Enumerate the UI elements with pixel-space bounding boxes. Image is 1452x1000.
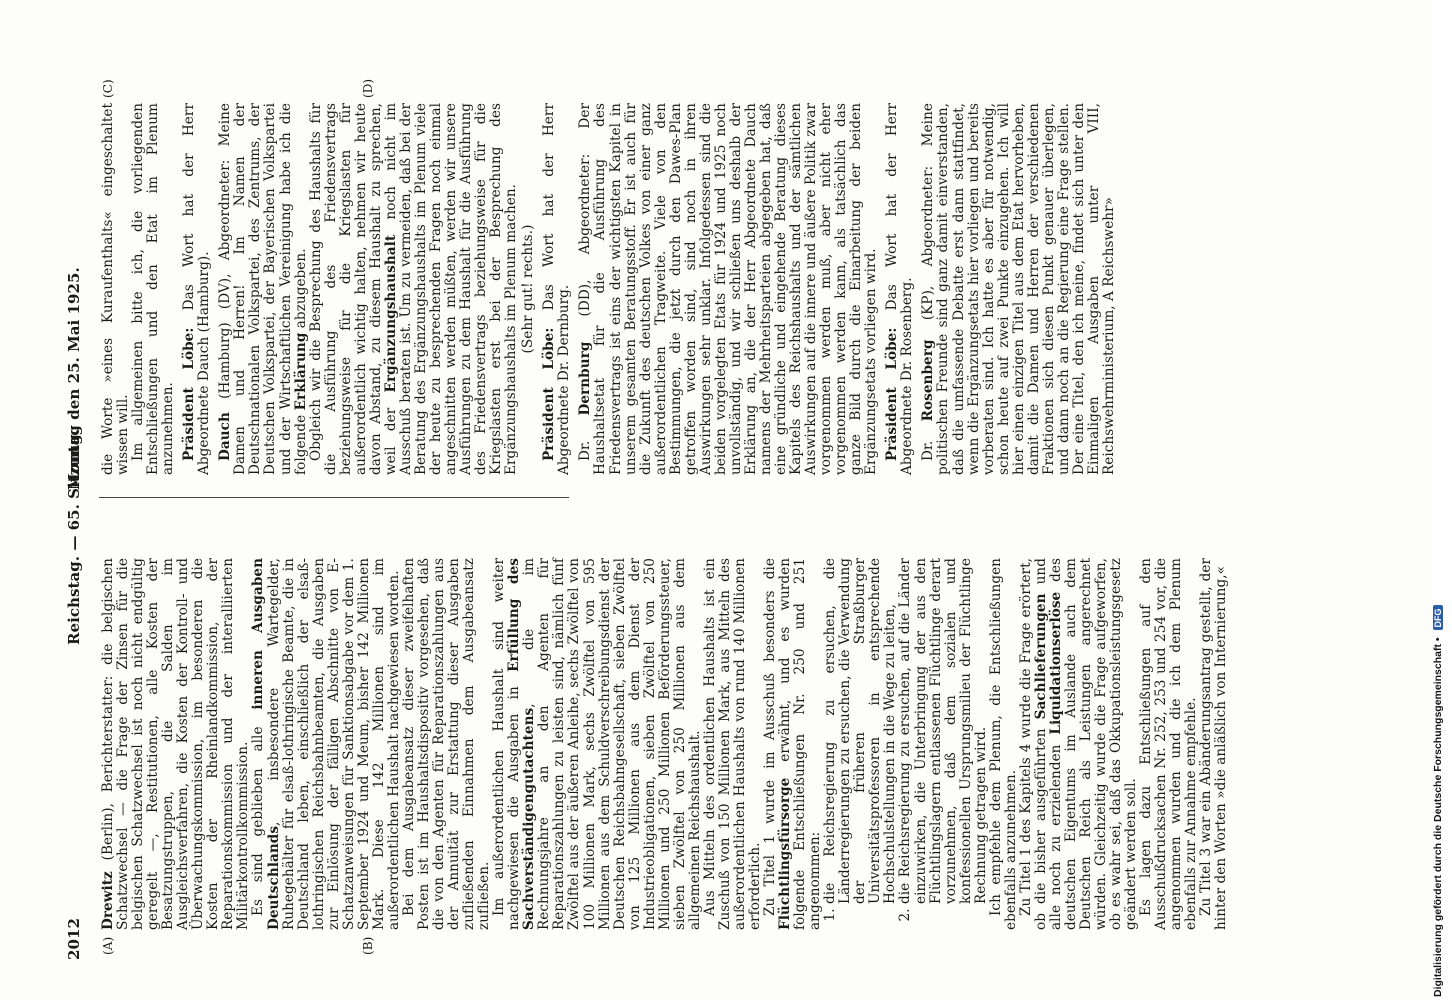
header-session: Reichstag. — 65. Sitzung. — [65, 428, 83, 645]
emphasis-text: inneren Ausgaben Deutschlands — [250, 557, 282, 930]
margin-mark-d: (D) — [361, 78, 375, 98]
credit-text: Digitalisierung gefördert durch die Deutsche Forschungsgemeinschaft • — [1432, 637, 1444, 997]
list-item: 1. die Reichsregierung zu ersuchen, die Länderregierungen zu ersuchen, die Verwendung der früheren Straßburger Universitätsprofessoren in entsprechende Hochschulstellungen in die Wege zu leiten, — [823, 558, 898, 904]
paragraph-text: , die im Rechnungsjahre an den Agenten für Reparationszahlungen zu leisten sind, nämlich fünf Zwölftel aus der äußeren Anleihe, sechs Zwölftel von 100 Millionen Mark, sechs Zwölftel von 595 Millionen aus dem Schuldverschreibungsdienst der Deutschen Reichsbahngesellschaft, sieben Zwölftel von 125 Millionen aus dem Dienst der Industrieobligationen, sieben Zwölftel von 250 Millionen und 250 Millionen Beförderungssteuer, sieben Zwölftel von 250 Millionen aus dem allgemeinen Reichshaushalt. — [521, 558, 703, 930]
column-divider — [99, 497, 569, 498]
speaker-name: Präsident Löbe: — [541, 327, 558, 461]
president-statement — [182, 103, 212, 475]
paragraph-text: abzugeben. — [292, 248, 309, 329]
emphasis-text: Sachlieferungen — [1032, 593, 1049, 720]
paragraph: Bei dem Ausgabeansatz dieser zweifelhaften Posten ist im Haushaltsdispositiv vorgesehen, daß die von den Agenten für Reparationszahlungen aus der Annuität zur Erstattung dieser Ausgaben zufließenden Einnahmen dem Ausgabeansatz zufließen. — [400, 558, 493, 930]
document-page — [65, 60, 1405, 960]
speaker-name: Präsident Löbe: — [181, 327, 198, 461]
list-item: 2. die Reichsregierung zu ersuchen, auf die Länder einzuwirken, die Unterbringung der aus den Flüchtlingslagern entlassenen Flüchtlinge derart vorzunehmen, daß dem sozialen und konfessionellen Ursprungsmilieu der Flüchtlinge Rechnung getragen wird. — [898, 558, 988, 904]
page-header — [65, 60, 89, 960]
right-column — [100, 102, 1117, 475]
digitization-credit — [1412, 12, 1444, 997]
paragraph-text: Obgleich wir die Besprechung des Haushalts für die Ausführung des Friedensvertrags beziehungsweise für die Kriegslasten für außerordentlich wichtig halten, nehmen wir heute davon Abstand, zu diesem Haushalt zu sprechen, weil der — [307, 103, 399, 475]
president-statement — [885, 103, 915, 475]
emphasis-text: Ergänzungshaushalt — [382, 234, 399, 393]
paragraph — [578, 103, 879, 475]
paragraph-text: Dr. — [920, 440, 937, 461]
dfg-logo: DFG — [1433, 606, 1443, 631]
speaker-name: Rosenberg — [920, 339, 937, 422]
page-number: 2012 — [65, 918, 83, 960]
paragraph-text: Dr. — [577, 440, 594, 461]
speaker-role: (Berlin), Berichterstatter: — [100, 675, 116, 861]
paragraph — [251, 558, 401, 930]
emphasis-text: Erklärung — [292, 332, 309, 411]
paragraph-text: Es sind geblieben alle — [250, 726, 267, 916]
emphasis-text: Flüchtlingsfürsorge — [777, 777, 794, 930]
paragraph — [309, 103, 520, 475]
paragraph-text: (Hamburg) (DV), Abgeordneter: Meine Damen und Herren! Im Namen der Deutschnationalen Volkspartei, des Zentrums, der Deutschen Volkspartei, der Bayerischen Volkspartei und der Wirtschaftlichen Vereinigung habe ich die folgende — [217, 103, 309, 475]
margin-mark-a: (A) — [101, 936, 115, 955]
paragraph-text: Das Wort hat der Herr Abgeordnete Dr. Rosenberg. — [884, 103, 916, 475]
speaker-name: Präsident Löbe: — [884, 327, 901, 461]
paragraph: die Worte »eines Kuraufenthalts« eingeschaltet wissen will. — [100, 103, 132, 475]
paragraph-text: Das Wort hat der Herr Abgeordnete Dr. Dernburg. — [541, 103, 573, 475]
paragraph-text: , insbesondere Wartegelder, Ruhegehälter für elsaß-lothringische Beamte, die in Deutschland leben, einschließlich der elsaß-lothringischen Reichsbahnbeamten, die Ausgaben zur Einlösung der fälligen Abschnitte von E-Schatzanweisungen für Sanktionsabgabe vor dem 1. September 1924 und Meum, bisher 142 Millionen Mark. Diese 142 Millionen sind im außerordentlichen Haushalt nachgewiesen worden. — [265, 558, 402, 930]
paragraph-text: Das Wort hat der Herr Abgeordnete Dauch (Hamburg). — [181, 103, 213, 475]
paragraph: Es lagen dazu Entschließungen auf den Ausschußdrucksachen Nr. 252, 253 und 254 vor, die angenommen wurden und die ich dem Plenum ebenfalls zur Annahme empfehle. — [1138, 558, 1200, 930]
paragraph-text: Zu Titel 1 wurde im Ausschuß besonders die — [762, 558, 779, 916]
president-statement — [542, 103, 572, 475]
left-column — [100, 557, 1230, 930]
paragraph-text: noch nicht im Ausschuß beraten ist. Um zu vermeiden, daß bei der Beratung des Ergänzungshaushalts im Plenum viele der heute zu besprechenden Fragen noch einmal angeschnitten werden müßten, werden wir unsere Ausführungen zu dem Haushalt für die Ausführung des Friedensvertrags beziehungsweise für die Kriegslasten erst bei der Besprechung des Ergänzungshaushalts im Plenum machen. — [382, 102, 520, 475]
applause-note: (Sehr gut! rechts.) — [520, 224, 537, 354]
paragraph-text: Im außerordentlichen Haushalt sind weiter nachgewiesen die Ausgaben in — [491, 558, 523, 930]
paragraph: Zu Titel 3 war ein Abänderungsantrag gestellt, der hinter den Worten »die anläßlich von Internierung,« — [1198, 558, 1230, 930]
paragraph — [921, 103, 1117, 475]
paragraph — [763, 558, 823, 930]
paragraph-text: Zu Titel 1 des Kapitels 4 wurde die Frage erörtert, ob die bisher ausgeführten — [1017, 558, 1049, 930]
margin-mark-b: (B) — [361, 936, 375, 955]
paragraph — [1019, 558, 1139, 930]
paragraph: Im allgemeinen bitte ich, die vorliegenden Entschließungen und den Etat im Plenum anzunehmen. — [130, 103, 177, 475]
margin-mark-c: (C) — [101, 79, 115, 98]
credit-text-wrapper — [1432, 17, 1452, 997]
emphasis-text: Erfüllung des Sachverständigengutachtens — [506, 558, 538, 930]
paragraph-text: (DD), Abgeordneter: Der Haushaltsetat für die Ausführung des Friedensvertrags ist eins der wichtigsten Kapitel in unserem gesamten Beratungsstoff. Er ist auch für die Zukunft des deutschen Volkes von einer ganz außerordentlichen Tragweite. Viele von den Bestimmungen, die jetzt durch den Dawes-Plan getroffen worden sind, sind noch in ihren Auswirkungen sehr unklar. Infolgedessen sind die beiden vorgelegten Etats für 1924 und 1925 noch unvollständig, und wir schließen uns deshalb der Erklärung an, die der Herr Abgeordnete Dauch namens der Mehrheitsparteien abgegeben hat, daß eine gründliche und eingehende Beratung dieses Kapitels des Reichshaushalts und der sämtlichen Auswirkungen auf die innere und äußere Politik zwar vorgenommen werden muß, aber nicht eher vorgenommen werden kann, als tatsächlich das ganze Bild durch die Einarbeitung der beiden Ergänzungsetats vorliegen wird. — [577, 102, 880, 475]
paragraph — [218, 103, 308, 475]
paragraph-text: (KP), Abgeordneter: Meine politischen Freunde sind ganz damit einverstanden, daß die umfassende Debatte erst dann stattfindet, wenn die Ergänzungsetats hier vorliegen und bereits vorberaten sind. Ich hatte es aber für notwendig, schon heute auf zwei Punkte einzugehen. Ich will hier einen einzigen Titel aus dem Etat hervorheben, damit die Damen und Herren der verschiedenen Fraktionen sich diesen Punkt genauer überlegen, und dann noch an die Regierung eine Frage stellen. Der eine Titel, den ich meine, findet sich unter den Einmaligen Ausgaben unter VIII, Reichswehrministerium, A Reichswehr» — [920, 103, 1117, 475]
emphasis-text: Liquidationserlöse — [1047, 591, 1064, 735]
paragraph — [492, 558, 703, 930]
resolution-list — [823, 558, 989, 930]
speaker-name: Dernburg — [577, 341, 594, 416]
paragraph-text: des deutschen Eigentums im Auslande auch dem Deutschen Reich als Leistungen angerechnet würden. Gleichzeitig wurde die Frage aufgeworfen, ob es wahr sei, daß das Okkupationsleistungsgesetz geändert werden soll. — [1047, 558, 1140, 930]
speaker-name: Dauch — [217, 412, 234, 461]
paragraph: Aus Mitteln des ordentlichen Haushalts ist ein Zuschuß von 150 Millionen Mark, aus Mitteln des außerordentlichen Haushalts von rund 140 Millionen erforderlich. — [701, 558, 764, 930]
paragraph-text: erwähnt, und es wurden folgende Entschließungen Nr. 250 und 251 angenommen: — [777, 557, 824, 930]
paragraph-text: die belgischen Schatzwechsel — die Frage der Zinsen für die belgischen Schatzwechsel ist noch nicht endgültig geregelt —, Restitutionen, alle Kosten der Besatzungstruppen, die Salden im Ausgleichsverfahren, die Kosten der Kontroll- und Überwachungskommission, im besonderen die Kosten der Rheinlandkommission, der Reparationskommission und der interalliierten Militärkontrollkommission. — [100, 558, 252, 930]
speaker-name: Drewitz — [100, 871, 116, 930]
paragraph — [101, 558, 251, 930]
header-date: Montag den 25. Mai 1925. — [65, 267, 83, 490]
paragraph-text: und alle noch zu erzielenden — [1032, 558, 1064, 930]
paragraph: Ich empfehle dem Plenum, die Entschließungen ebenfalls anzunehmen. — [987, 558, 1019, 930]
